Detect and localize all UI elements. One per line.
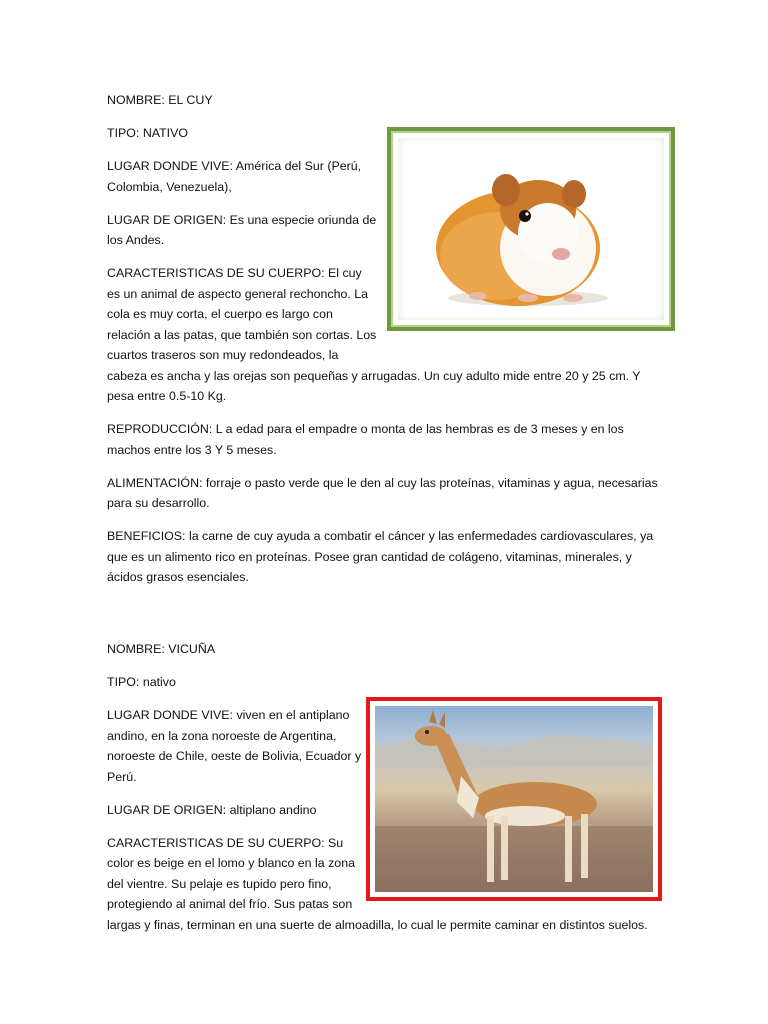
value: Su color es beige en el lomo y blanco en la zona del vientre. Su pelaje es tupido pero fino, protegiendo al animal del frío. Sus patas son largas y finas, terminan en una suerte de almoadilla, lo cual le permite caminar en distintos suelos.: [107, 835, 648, 932]
label: NOMBRE:: [107, 93, 165, 107]
cuy-section: [107, 90, 663, 600]
label: BENEFICIOS:: [107, 529, 186, 543]
value: altiplano andino: [229, 802, 317, 817]
value: L a edad para el empadre o monta de las hembras es de 3 meses y en los machos entre los 3 Y 5 meses.: [107, 422, 624, 457]
cuy-nombre: [107, 90, 663, 111]
label: NOMBRE:: [107, 642, 165, 656]
value: Es una especie oriunda de los Andes.: [107, 212, 377, 247]
label: LUGAR DONDE VIVE:: [107, 708, 233, 722]
vicuna-tipo: [107, 672, 663, 693]
value: El cuy es un animal de aspecto general rechoncho. La cola es muy corta, el cuerpo es largo con relación a las patas, que también son cortas. Los cuartos traseros son muy redondeados, la cabeza es ancha y las orejas son pequeñas y arrugadas. Un cuy adulto mide entre 20 y 25 cm. Y pesa entre 0.5-10 Kg.: [107, 266, 641, 403]
image-spacer: [362, 705, 663, 905]
label: LUGAR DE ORIGEN:: [107, 802, 227, 817]
label: REPRODUCCIÓN:: [107, 422, 213, 436]
label: TIPO:: [107, 675, 140, 689]
value: América del Sur (Perú, Colombia, Venezuela),: [107, 159, 362, 194]
value: VICUÑA: [168, 642, 216, 656]
label: TIPO:: [107, 126, 140, 140]
vicuna-section: [107, 639, 663, 948]
image-spacer: [377, 123, 663, 349]
label: CARACTERISTICAS DE SU CUERPO:: [107, 835, 325, 850]
value: forraje o pasto verde que le den al cuy las proteínas, vitaminas y agua, necesarias para su desarrollo.: [107, 475, 658, 510]
value: la carne de cuy ayuda a combatir el cáncer y las enfermedades cardiovasculares, ya que es un alimento rico en proteínas. Posee gran cantidad de colágeno, vitaminas, minerales, y ácidos grasos esenciales.: [107, 529, 654, 584]
cuy-alimentacion: [107, 473, 663, 514]
label: CARACTERISTICAS DE SU CUERPO:: [107, 266, 325, 280]
cuy-beneficios: [107, 526, 663, 588]
cuy-reproduccion: [107, 419, 663, 460]
label: LUGAR DE ORIGEN:: [107, 212, 227, 227]
vicuna-nombre: [107, 639, 663, 660]
value: NATIVO: [142, 126, 189, 140]
label: ALIMENTACIÓN:: [107, 475, 203, 490]
value: viven en el antiplano andino, en la zona noroeste de Argentina, noroeste de Chile, oeste de Bolivia, Ecuador y Perú.: [107, 708, 362, 784]
value: EL CUY: [168, 93, 213, 107]
value: nativo: [142, 675, 176, 689]
label: LUGAR DONDE VIVE:: [107, 159, 233, 173]
